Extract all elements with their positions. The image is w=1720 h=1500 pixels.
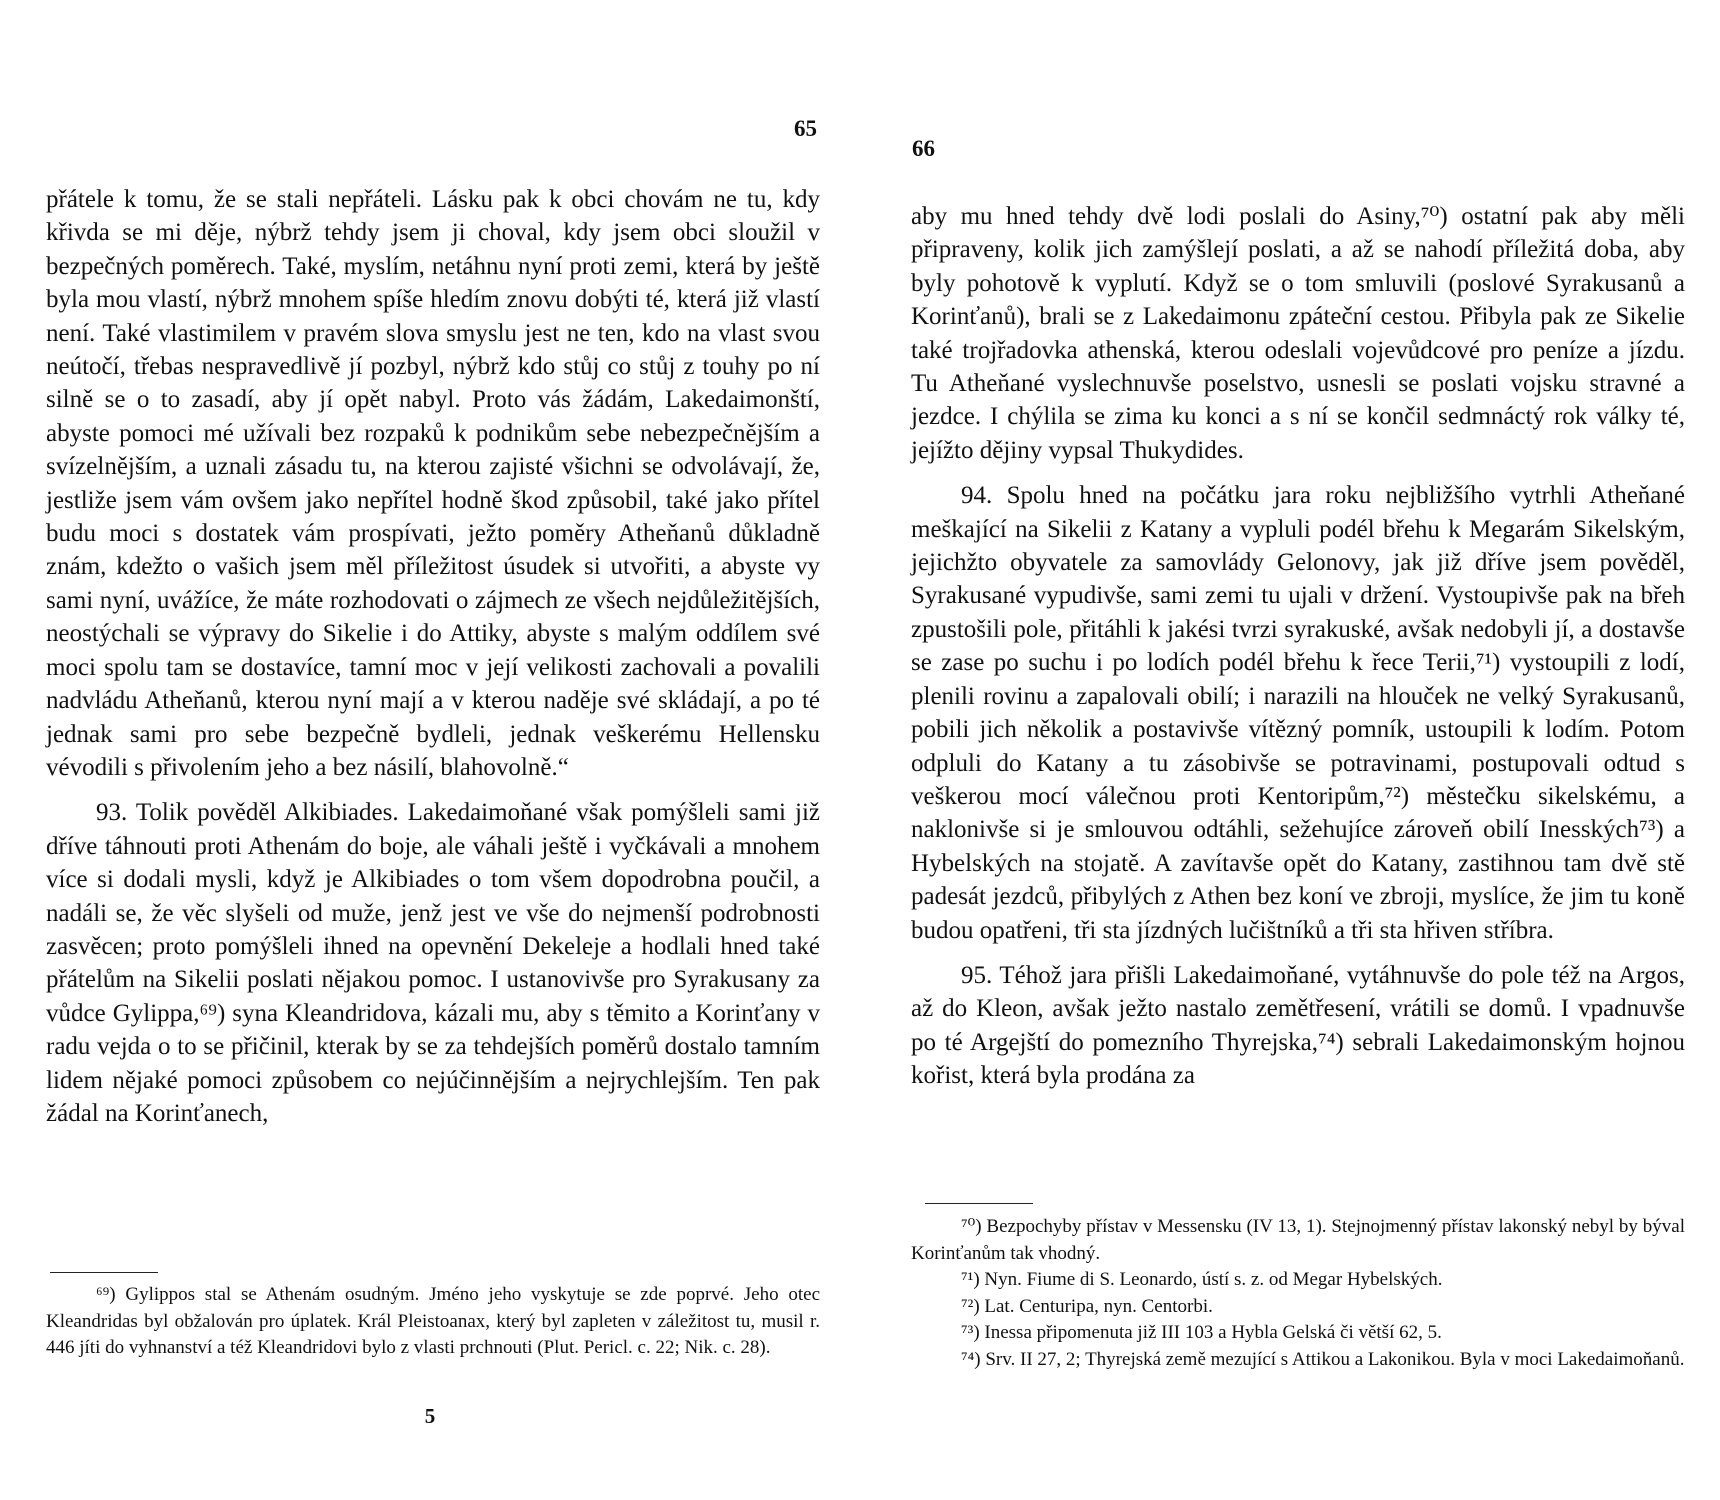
left-page-body [46,183,820,1130]
footnote-70: ⁷⁰) Bezpochyby přístav v Messensku (IV 13, 1). Stejnojmenný přístav lakonský nebyl by býval Korinťanům tak vhodný. [911,1216,1685,1264]
footnote-72: ⁷²) Lat. Centuripa, nyn. Centorbi. [961,1295,1213,1317]
paragraph-95: 95. Téhož jara přišli Lakedaimoňané, vytáhnuvše do pole též na Argos, až do Kleon, avšak ježto nastalo zemětřesení, vrátili se domů. I vpadnuvše po té Argejští do pomezního Thyrejska,⁷⁴) sebrali Lakedaimonským hojnou kořist, která byla prodána za [911,961,1685,1090]
paragraph-93: 93. Tolik pověděl Alkibiades. Lakedaimoňané však pomýšleli sami již dříve táhnouti proti Athenám do boje, ale váhali ještě i vyčkávali a mnohem více si dodali mysli, když je Alkibiades o tom všem dopodrobna poučil, a nadáli se, že věc slyšeli od muže, jenž jest ve vše do nejmenší podrobnosti zasvěcen; proto pomýšleli ihned na opevnění Dekeleje a hodlali hned také přátelům na Sikelii poslati nějakou pomoc. I ustanovivše pro Syrakusany za vůdce Gylippa,⁶⁹) syna Kleandridova, kázali mu, aby s těmito a Korinťany v radu vejda o to se přičinil, kterak by se za tehdejších poměrů dostalo tamním lidem nějaké pomoci způsobem co nejúčinnějším a nejrychlejším. Ten pak žádal na Korinťanech, [46,799,820,1127]
page-number-right: 66 [912,136,935,161]
right-footnotes [911,1214,1685,1373]
paragraph-94: 94. Spolu hned na počátku jara roku nejbližšího vytrhli Atheňané meškající na Sikelii z Katany a vypluli podél břehu k Megarám Sikelským, jejichžto obyvatele za samovlády Gelonovy, jak již dříve jsem pověděl, Syrakusané vypudivše, sami zemi tu ujali v držení. Vystoupivše pak na břeh zpustošili pole, přitáhli k jakési tvrzi syrakuské, avšak nedobyli jí, a dostavše se zase po suchu i po lodích podél břehu k řece Terii,⁷¹) vystoupili z lodí, plenili rovinu a zapalovali obilí; i narazili na hlouček ne velký Syrakusanů, pobili jich několik a postavivše vítězný pomník, ustoupili k lodím. Potom odpluli do Katany a tu zásobivše se potravinami, postupovali odtud s veškerou mocí válečnou proti Kentoripům,⁷²) městečku sikelskému, a naklonivše si je smlouvou odtáhli, sežehujíce zároveň obilí Inesských⁷³) a Hybelských na stojatě. A zavítavše opět do Katany, zastihnou tam dvě stě padesát jezdců, přibylých z Athen bez koní ve zbroji, myslíce, že jim tu koně budou opatřeni, tři sta jízdných lučištníků a tři sta hřiven stříbra. [911,482,1685,944]
left-footnotes [46,1282,820,1362]
left-page [40,0,820,1500]
printer-signature: 5 [424,1404,436,1428]
footnote-73: ⁷³) Inessa připomenuta již III 103 a Hybla Gelská či větší 62, 5. [961,1322,1442,1343]
paragraph: aby mu hned tehdy dvě lodi poslali do Asiny,⁷⁰) ostatní pak aby měli připraveny, kolik jich zamýšlejí poslati, a až se nahodí příležitá doba, aby byly pohotově k vyplutí. Když se o tom smluvili (poslové Syrakusanů a Korinťanů), brali se z Lakedaimonu zpáteční cestou. Přibyla pak ze Sikelie také trojřadovka athenská, kterou odeslali vojevůdcové pro peníze a jízdu. Tu Atheňané vyslechnuvše poselstvo, usnesli se poslati vojsku stravné a jezdce. I chýlila se zima ku konci a s ní se končil sedmnáctý rok války té, jejížto dějiny vypsal Thukydides. [911,203,1685,464]
footnote-69: ⁶⁹) Gylippos stal se Athenám osudným. Jméno jeho vyskytuje se zde poprvé. Jeho otec Kleandridas byl obžalován pro úplatek. Král Pleistoanax, který byl zapleten v záležitost tu, musil r. 446 jíti do vyhnanství a též Kleandridovi bylo z vlasti prchnouti (Plut. Pericl. c. 22; Nik. c. 28). [46,1284,820,1358]
footnote-74: ⁷⁴) Srv. II 27, 2; Thyrejská země mezující s Attikou a Lakonikou. Byla v moci Lakedaimoňanů. [961,1348,1685,1370]
paragraph: přátele k tomu, že se stali nepřáteli. Lásku pak k obci chovám ne tu, kdy křivda se mi děje, nýbrž tehdy jsem ji choval, kdy jsem obci sloužil v bezpečných poměrech. Také, myslím, netáhnu nyní proti zemi, která by ještě byla mou vlastí, nýbrž mnohem spíše hledím znovu dobýti té, která již vlastí není. Také vlastimilem v pravém slova smyslu jest ne ten, kdo na vlast svou neútočí, třebas nespravedlivě jí pozbyl, nýbrž kdo stůj co stůj z touhy po ní silně se o to zasadí, aby jí opět nabyl. Proto vás žádám, Lakedaimonští, abyste pomoci mé užívali bez rozpaků k podnikům sebe nebezpečnějším a svízelnějším, a uznali zásadu tu, na kterou zajisté všichni se odvolávají, že, jestliže jsem vám ovšem jako nepřítel hodně škod způsobil, také jako přítel budu moci s dostatek vám prospívati, ježto poměry Atheňanů důkladně znám, kdežto o vašich jsem měl příležitost úsudek si utvořiti, a abyste vy sami nyní, uvážíce, že máte rozhodovati o zájmech ze všech nejdůležitějších, neostýchali se výpravy do Sikelie i do Attiky, abyste s malým oddílem své moci spolu tam se dostavíce, tamní moc v její velikosti zachovali a povalili nadvládu Atheňanů, kterou nyní mají a v kterou naděje své skládají, a po té jednak sami pro sebe bezpečně bydleli, jednak veškerému Hellensku vévodili s přivolením jeho a bez násilí, blahovolně.“ [46,186,820,781]
right-page-body [911,200,1685,1093]
page-number-left: 65 [794,116,817,141]
footnote-divider [50,1272,158,1273]
footnote-divider [925,1203,1033,1204]
right-page [905,0,1685,1500]
footnote-71: ⁷¹) Nyn. Fiume di S. Leonardo, ústí s. z. od Megar Hybelských. [961,1269,1443,1290]
